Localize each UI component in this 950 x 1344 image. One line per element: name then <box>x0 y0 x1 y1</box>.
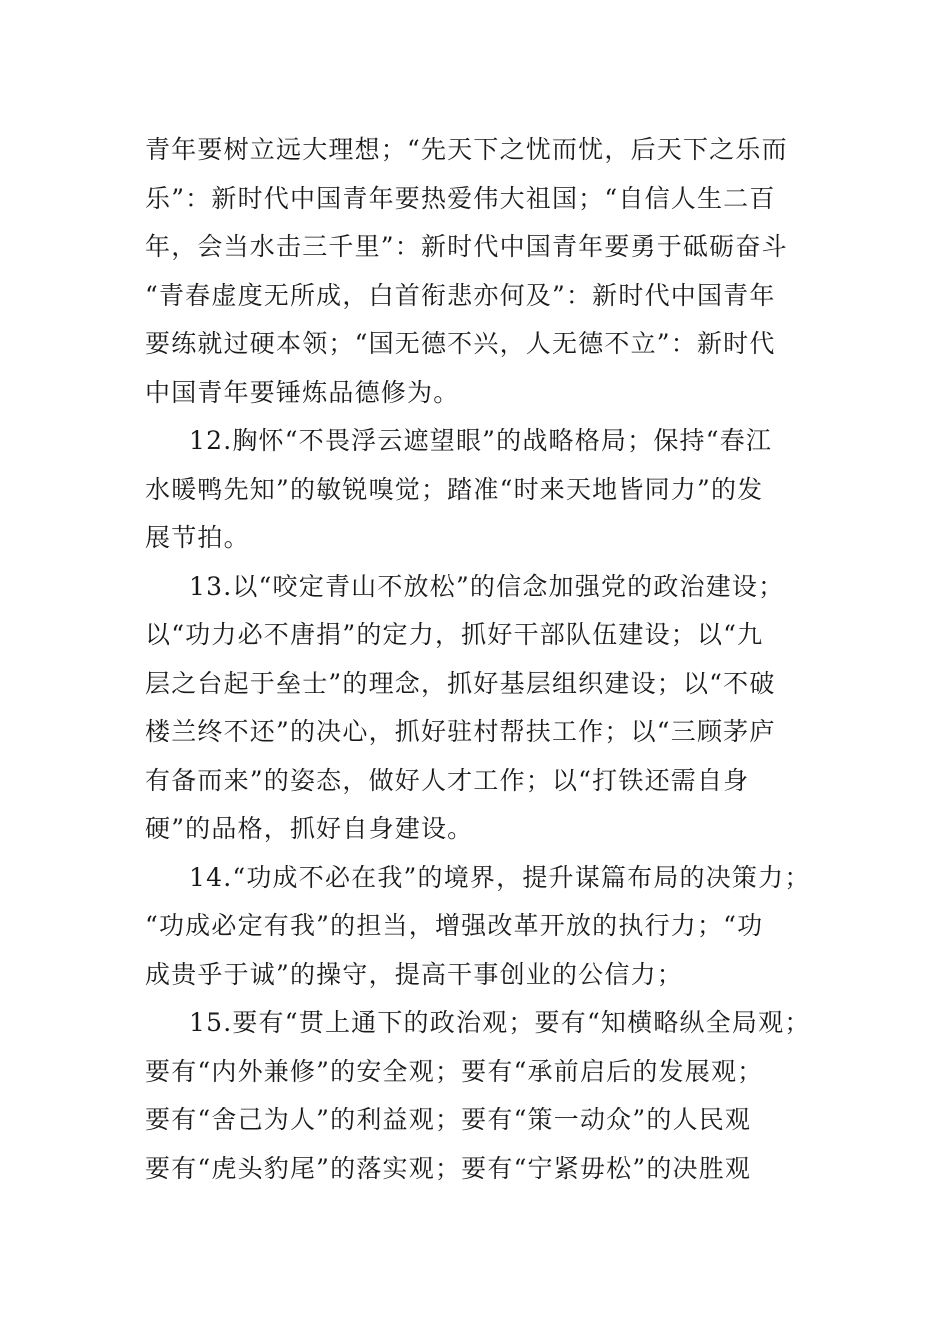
text-line: 中国青年要锤炼品德修为。 <box>145 377 460 407</box>
text-line: 楼兰终不还”的决心，抓好驻村帮扶工作；以“三顾茅庐 <box>145 717 776 746</box>
text-line: 层之台起于垒士”的理念，抓好基层组织建设；以“不破 <box>145 668 776 698</box>
text-line: 有备而来”的姿态，做好人才工作；以“打铁还需自身 <box>145 765 750 795</box>
text-line: 要练就过硬本领；“国无德不兴，人无德不立”：新时代 <box>145 329 776 358</box>
text-line: 要有“虎头豹尾”的落实观；要有“宁紧毋松”的决胜观 <box>145 1153 752 1183</box>
text-line: 要有“舍己为人”的利益观；要有“策一动众”的人民观 <box>145 1105 752 1134</box>
paragraph-15 <box>145 999 835 1193</box>
text-line: 青年要树立远大理想；“先天下之忧而忧，后天下之乐而 <box>145 135 788 164</box>
text-line: “青春虚度无所成，白首衔悲亦何及”：新时代中国青年 <box>145 280 776 310</box>
paragraph-13 <box>145 563 835 854</box>
text-line: 水暖鸭先知”的敏锐嗅觉；踏准“时来天地皆同力”的发 <box>145 474 764 504</box>
text-line: “功成必定有我”的担当，增强改革开放的执行力；“功 <box>145 911 764 940</box>
text-line: 要有“内外兼修”的安全观；要有“承前启后的发展观； <box>145 1056 764 1086</box>
paragraph-youth <box>145 126 835 417</box>
text-line: 乐”：新时代中国青年要热爱伟大祖国；“自信人生二百 <box>145 183 776 213</box>
text-line: 12.胸怀“不畏浮云遮望眼”的战略格局；保持“春江 <box>189 426 773 455</box>
text-line: 展节拍。 <box>145 523 250 552</box>
paragraph-14 <box>145 854 835 1000</box>
document-body <box>145 126 835 1193</box>
text-line: 13.以“咬定青山不放松”的信念加强党的政治建设； <box>189 571 785 601</box>
text-line: 硬”的品格，抓好自身建设。 <box>145 814 474 843</box>
paragraph-12 <box>145 417 835 563</box>
text-line: 年，会当水击三千里”：新时代中国青年要勇于砥砺奋斗 <box>145 232 788 261</box>
text-line: 以“功力必不唐捐”的定力，抓好干部队伍建设；以“九 <box>145 620 764 649</box>
text-line: 成贵乎于诚”的操守，提高干事创业的公信力； <box>145 959 683 989</box>
text-line: 15.要有“贯上通下的政治观；要有“知横略纵全局观； <box>189 1008 811 1037</box>
text-line: 14.“功成不必在我”的境界，提升谋篇布局的决策力； <box>189 862 811 892</box>
